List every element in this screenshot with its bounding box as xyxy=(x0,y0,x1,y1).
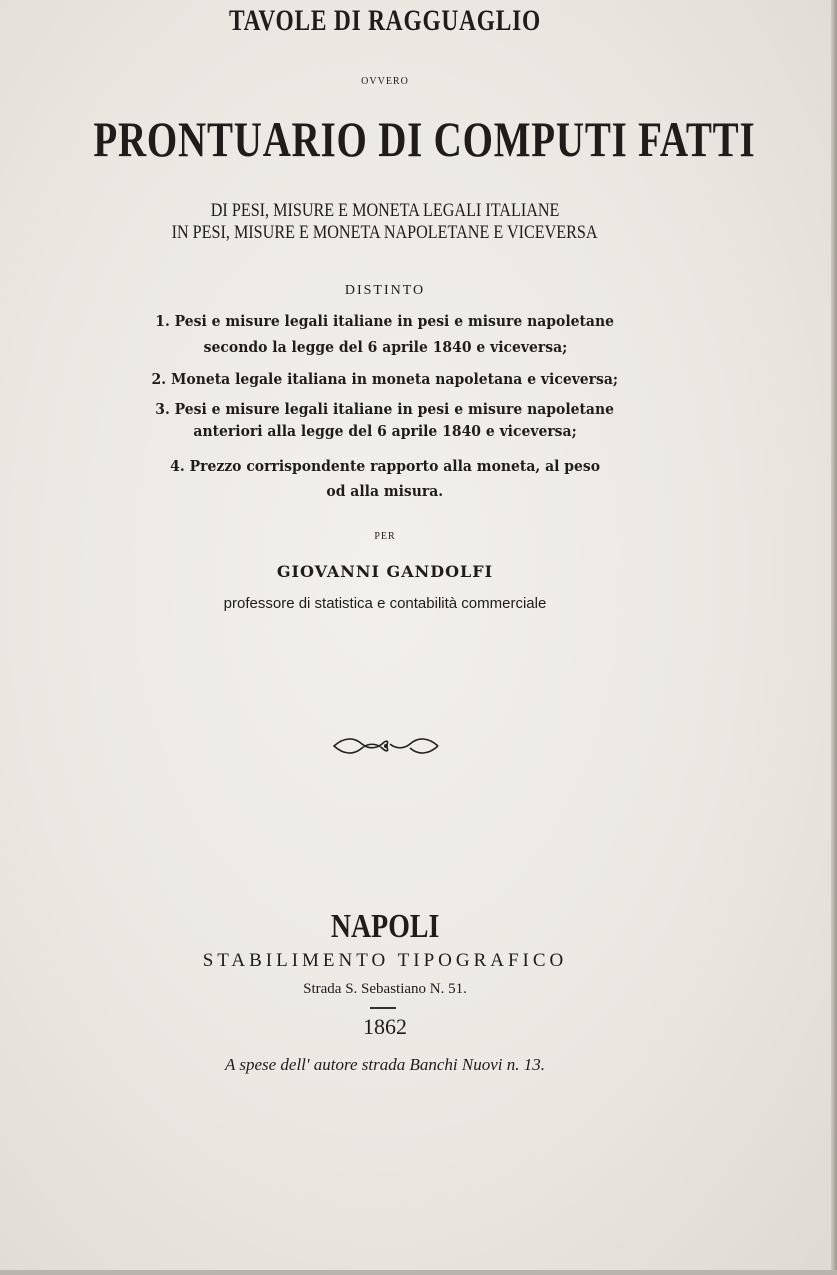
subtitle-line-1 xyxy=(0,200,770,222)
subtitle-line-2 xyxy=(0,222,770,244)
author-text: GIOVANNI GANDOLFI xyxy=(276,562,494,581)
per xyxy=(0,531,770,542)
item-text: 3. Pesi e misure legali italiane in pesi e misure napoletane xyxy=(155,400,615,418)
note-text: A spese dell' autore strada Banchi Nuovi n. 13. xyxy=(225,1055,545,1074)
list-item-3-cont xyxy=(0,422,770,440)
list-item-2 xyxy=(0,370,770,388)
distinto xyxy=(0,283,770,299)
page-edge-bottom xyxy=(0,1270,837,1275)
author-role xyxy=(0,595,770,612)
subtitle-text: IN PESI, MISURE E MONETA NAPOLETANE E VICEVERSA xyxy=(171,222,598,243)
subtitle-text: DI PESI, MISURE E MONETA LEGALI ITALIANE xyxy=(210,200,560,221)
distinto-text: DISTINTO xyxy=(344,283,426,298)
page-edge xyxy=(831,0,837,1275)
item-text: anteriori alla legge del 6 aprile 1840 e viceversa; xyxy=(193,422,577,440)
ornament-flourish-icon xyxy=(330,735,442,757)
main-title xyxy=(0,110,770,168)
item-text: secondo la legge del 6 aprile 1840 e viceversa; xyxy=(203,338,567,356)
author-role-text: professore di statistica e contabilità commerciale xyxy=(223,595,547,612)
main-title-text: PRONTUARIO DI COMPUTI FATTI xyxy=(93,111,756,167)
item-text: 2. Moneta legale italiana in moneta napoletana e viceversa; xyxy=(151,370,619,388)
list-item-1-cont xyxy=(0,338,770,356)
ovvero-text: OVVERO xyxy=(361,76,409,87)
item-text: 1. Pesi e misure legali italiane in pesi e misure napoletane xyxy=(155,312,615,330)
year-text: 1862 xyxy=(363,1014,407,1039)
imprint-note xyxy=(0,1055,770,1075)
title-text: TAVOLE DI RAGGUAGLIO xyxy=(228,4,542,37)
printer-text: STABILIMENTO TIPOGRAFICO xyxy=(202,950,568,971)
per-text: PER xyxy=(374,531,396,542)
item-text: od alla misura. xyxy=(326,482,444,500)
city-text: NAPOLI xyxy=(330,908,440,945)
divider-rule xyxy=(370,1007,396,1009)
list-item-1 xyxy=(0,312,770,330)
list-item-3 xyxy=(0,400,770,418)
title-line xyxy=(0,4,770,38)
list-item-4-cont xyxy=(0,482,770,500)
author-name xyxy=(0,562,770,581)
imprint-printer xyxy=(0,950,770,972)
item-text: 4. Prezzo corrispondente rapporto alla moneta, al peso xyxy=(170,457,600,475)
imprint-city xyxy=(0,908,770,946)
imprint-address xyxy=(0,981,770,998)
ovvero xyxy=(0,76,770,87)
imprint-year xyxy=(0,1014,770,1040)
list-item-4 xyxy=(0,457,770,475)
address-text: Strada S. Sebastiano N. 51. xyxy=(303,981,467,997)
